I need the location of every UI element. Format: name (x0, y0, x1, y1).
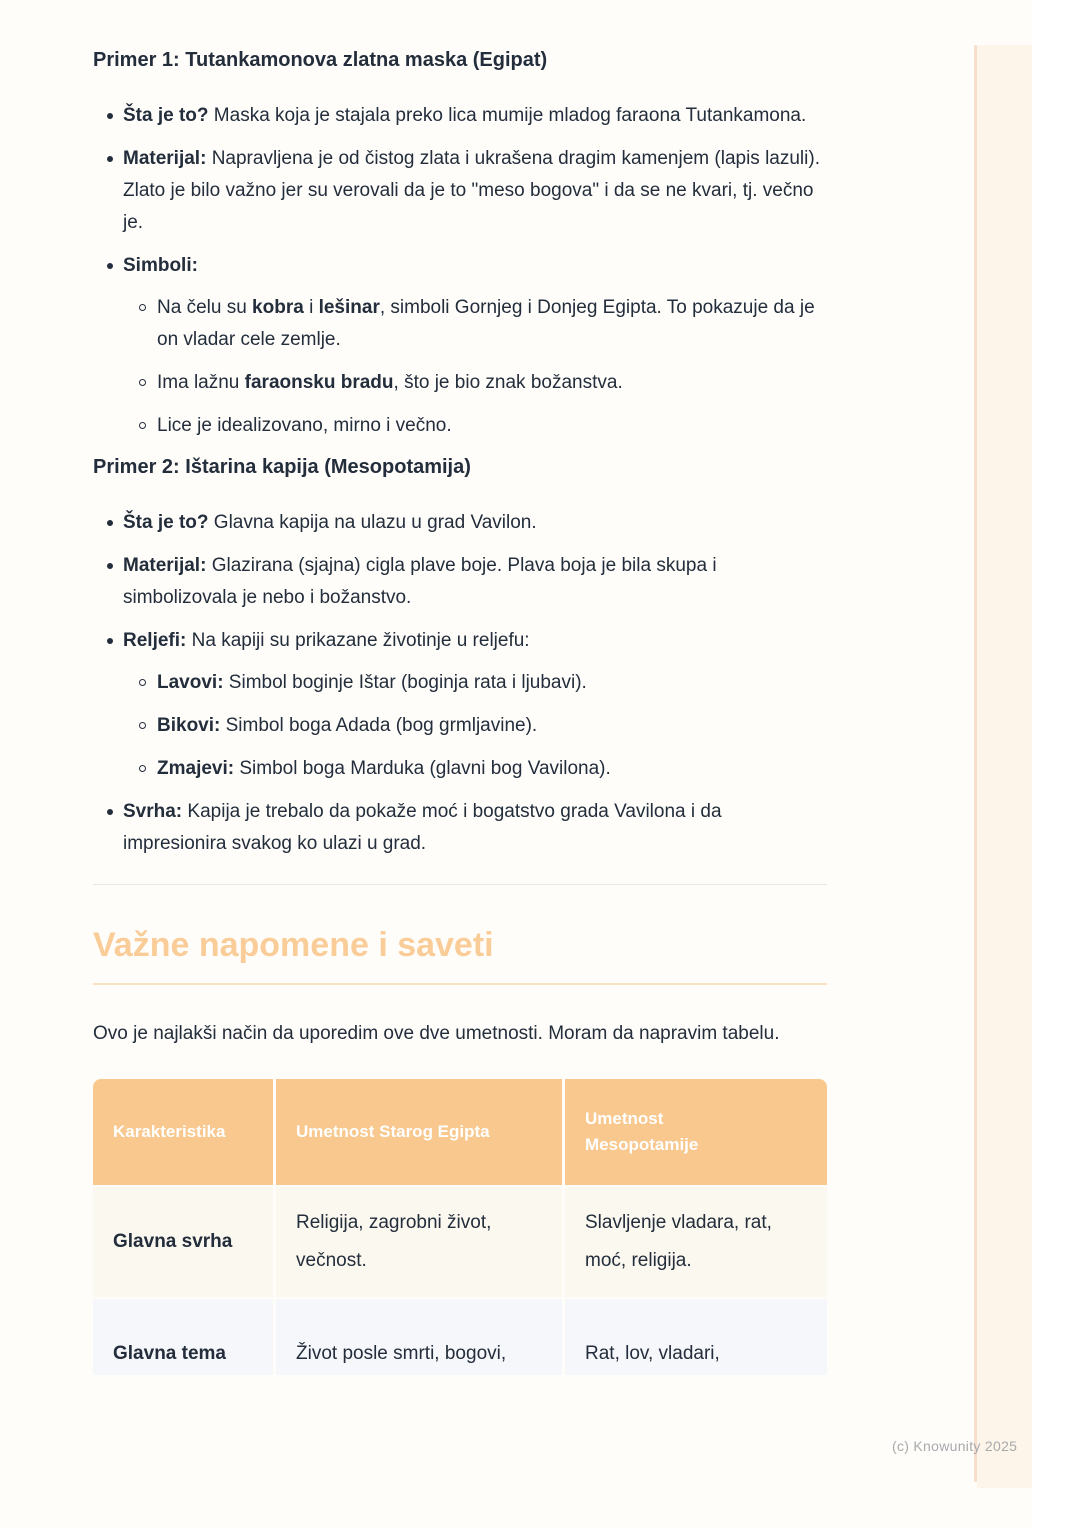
bullet-item (93, 250, 827, 442)
bullet-item (93, 143, 827, 239)
item-text: Napravljena je od čistog zlata i ukrašena dragim kamenjem (lapis lazuli). Zlato je bilo važno jer su verovali da je to "meso bogova" i da se ne kvari, tj. večno je. (123, 148, 820, 233)
section-heading-primer-1: Primer 1: Tutankamonova zlatna maska (Egipat) (93, 49, 548, 71)
item-text: Kapija je trebalo da pokaže moć i bogatstvo grada Vavilona i da impresionira svakog ko ulazi u grad. (123, 801, 722, 854)
item-text: Ima lažnu (157, 372, 245, 393)
table-cell: Život posle smrti, bogovi, (276, 1299, 562, 1375)
item-text: Glavna kapija na ulazu u grad Vavilon. (208, 512, 537, 533)
document-content (93, 0, 827, 1375)
primer-2-list (93, 507, 827, 860)
table-cell: Religija, zagrobni život, večnost. (276, 1187, 562, 1297)
simboli-sublist (123, 292, 827, 442)
item-lead: Šta je to? (123, 512, 209, 533)
item-lead: Lavovi: (157, 672, 224, 693)
item-lead: Zmajevi: (157, 758, 235, 779)
sub-bullet-item (123, 410, 827, 442)
table-row-label: Glavna tema (93, 1299, 273, 1375)
notes-heading: Važne napomene i saveti (93, 923, 827, 985)
bullet-item (93, 550, 827, 614)
sub-bullet-item (123, 367, 827, 399)
bullet-item (93, 625, 827, 785)
item-lead: Svrha: (123, 801, 183, 822)
table-cell: Slavljenje vladara, rat, moć, religija. (565, 1187, 827, 1297)
bullet-item (93, 507, 827, 539)
notes-paragraph: Ovo je najlakši način da uporedim ove dve umetnosti. Moram da napravim tabelu. (93, 1023, 780, 1044)
copyright-note: (c) Knowunity 2025 (892, 1438, 1018, 1454)
reljefi-sublist (123, 667, 827, 785)
item-lead: Reljefi: (123, 630, 187, 651)
bullet-item (93, 796, 827, 860)
item-bold: kobra (252, 297, 304, 318)
item-bold: faraonsku bradu (244, 372, 394, 393)
sub-bullet-item (123, 667, 827, 699)
item-bold: lešinar (318, 297, 380, 318)
item-lead: Materijal: (123, 148, 207, 169)
sub-bullet-item (123, 753, 827, 785)
section-heading-primer-2: Primer 2: Ištarina kapija (Mesopotamija) (93, 456, 471, 478)
page-edge-accent-line (974, 45, 977, 1482)
item-text: Simbol boga Marduka (glavni bog Vavilona). (234, 758, 611, 779)
sub-bullet-item (123, 710, 827, 742)
item-lead: Bikovi: (157, 715, 221, 736)
item-text: i (303, 297, 319, 318)
table-cell: Rat, lov, vladari, (565, 1299, 827, 1375)
primer-1-list (93, 100, 827, 442)
item-lead: Šta je to? (123, 105, 209, 126)
bullet-item (93, 100, 827, 132)
table-header-egipat: Umetnost Starog Egipta (276, 1079, 562, 1185)
section-divider (93, 884, 827, 885)
table-header-karakteristika: Karakteristika (93, 1079, 273, 1185)
item-lead: Simboli: (123, 255, 198, 276)
item-text: Lice je idealizovano, mirno i večno. (157, 415, 452, 436)
comparison-table (93, 1079, 827, 1375)
item-text: Na čelu su (157, 297, 253, 318)
sub-bullet-item (123, 292, 827, 356)
item-lead: Materijal: (123, 555, 207, 576)
table-row-label: Glavna svrha (93, 1187, 273, 1297)
item-text: Maska koja je stajala preko lica mumije mladog faraona Tutankamona. (208, 105, 807, 126)
item-text: Na kapiji su prikazane životinje u reljefu: (186, 630, 530, 651)
item-text: Simbol boga Adada (bog grmljavine). (220, 715, 538, 736)
page-edge-strip (977, 45, 1032, 1488)
item-text: , simboli Gornjeg i Donjeg Egipta. To pokazuje da je on vladar cele zemlje. (157, 297, 815, 350)
table-header-mesopotamija: Umetnost Mesopotamije (565, 1079, 827, 1185)
item-text: , što je bio znak božanstva. (393, 372, 623, 393)
item-text: Simbol boginje Ištar (boginja rata i ljubavi). (223, 672, 587, 693)
item-text: Glazirana (sjajna) cigla plave boje. Plava boja je bila skupa i simbolizovala je nebo i božanstvo. (123, 555, 717, 608)
